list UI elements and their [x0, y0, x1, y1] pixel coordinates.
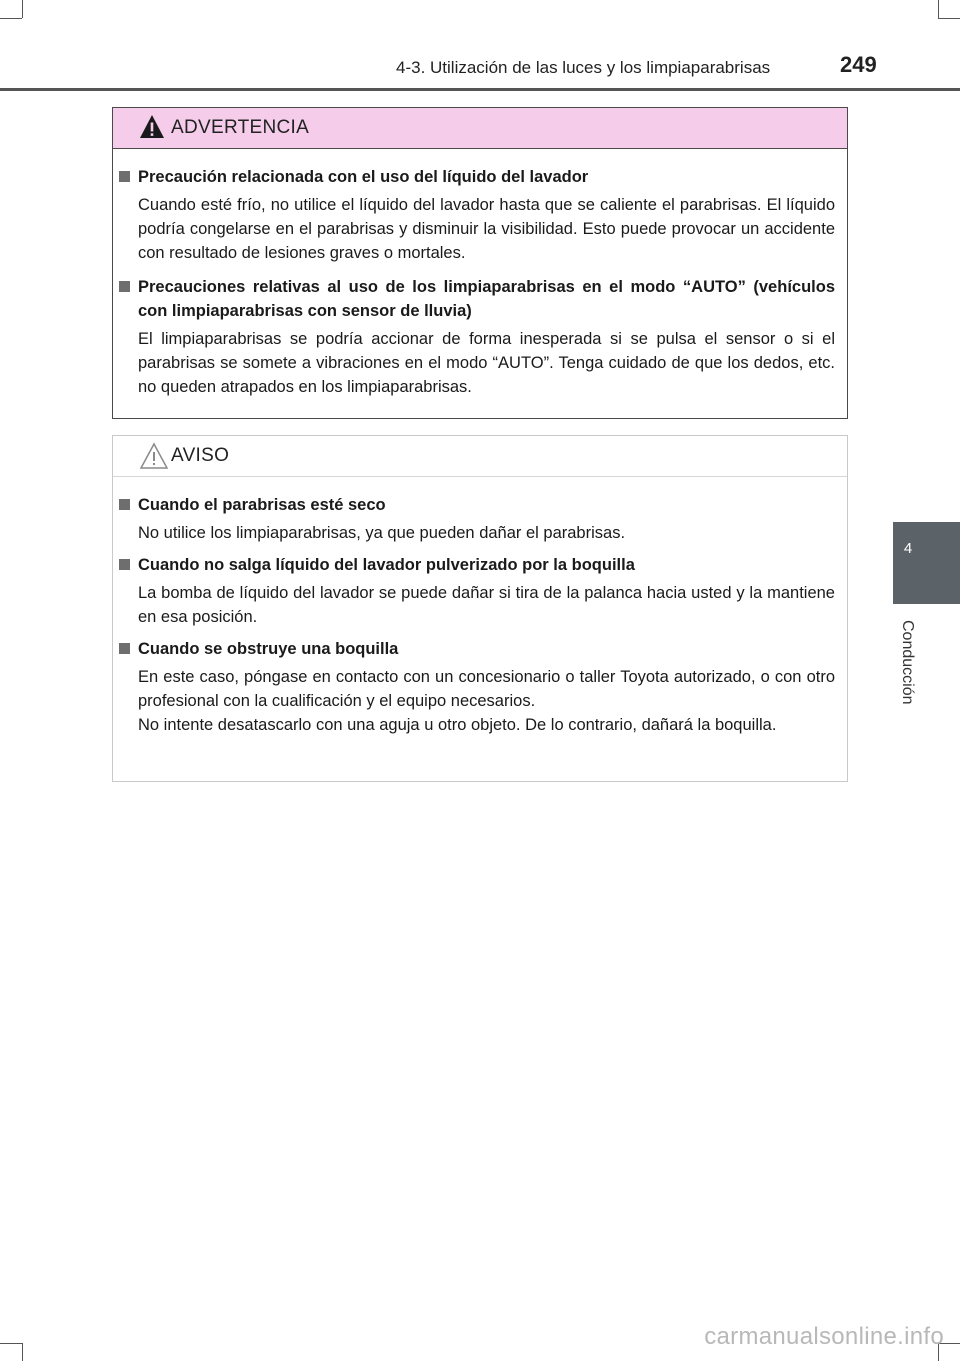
warning-heading: ADVERTENCIA — [171, 117, 310, 138]
warning-item-title: Precaución relacionada con el uso del líquido del lavador — [119, 165, 835, 189]
warning-box — [112, 107, 848, 419]
notice-box — [112, 435, 848, 782]
warning-triangle-icon — [139, 114, 165, 140]
notice-item-text: No utilice los limpiaparabrisas, ya que pueden dañar el parabrisas. — [138, 524, 626, 542]
notice-item-title: Cuando no salga líquido del lavador pulverizado por la boquilla — [119, 553, 835, 577]
warning-item-title: Precauciones relativas al uso de los limpiaparabrisas en el modo “AUTO” (vehículos con limpiaparabrisas con sensor de lluvia) — [119, 275, 835, 323]
notice-item-title: Cuando se obstruye una boquilla — [119, 637, 835, 661]
section-title: 4-3. Utilización de las luces y los limpiaparabrisas — [396, 58, 771, 77]
notice-heading: AVISO — [171, 445, 230, 466]
page-number: 249 — [840, 52, 877, 77]
notice-header — [113, 436, 847, 477]
warning-item-text: El limpiaparabrisas se podría accionar de forma inesperada si se pulsa el sensor o si el parabrisas se somete a vibraciones en el modo “AUTO”. Tenga cuidado de que los dedos, etc. no queden atrapados en los limpiaparabrisas. — [138, 330, 835, 396]
chapter-label: Conducción — [899, 620, 916, 705]
square-bullet-icon — [119, 643, 130, 654]
warning-header — [113, 108, 847, 149]
square-bullet-icon — [119, 171, 130, 182]
crop-mark — [0, 18, 22, 19]
crop-mark — [938, 18, 960, 19]
square-bullet-icon — [119, 499, 130, 510]
crop-mark — [22, 1343, 23, 1361]
notice-item-text: No intente desatascarlo con una aguja u otro objeto. De lo contrario, dañará la boquilla. — [138, 716, 777, 734]
notice-item-title: Cuando el parabrisas esté seco — [119, 493, 835, 517]
caution-triangle-outline-icon — [139, 442, 169, 470]
crop-mark — [938, 0, 939, 18]
notice-item-text: En este caso, póngase en contacto con un concesionario o taller Toyota autorizado, o con otro profesional con la cualificación y el equipo necesarios. — [138, 668, 835, 710]
crop-mark — [22, 0, 23, 18]
square-bullet-icon — [119, 559, 130, 570]
chapter-number: 4 — [903, 540, 913, 557]
crop-mark — [0, 1343, 22, 1344]
chapter-tab — [893, 522, 960, 604]
warning-item-text: Cuando esté frío, no utilice el líquido del lavador hasta que se caliente el parabrisas. El líquido podría congelarse en el parabrisas y disminuir la visibilidad. Esto puede provocar un accidente con resultado de lesiones graves o mortales. — [138, 196, 835, 262]
notice-item-text: La bomba de líquido del lavador se puede dañar si tira de la palanca hacia usted y la mantiene en esa posición. — [138, 584, 835, 626]
header-divider — [0, 88, 960, 91]
square-bullet-icon — [119, 281, 130, 292]
watermark: carmanualsonline.info — [704, 1323, 944, 1350]
